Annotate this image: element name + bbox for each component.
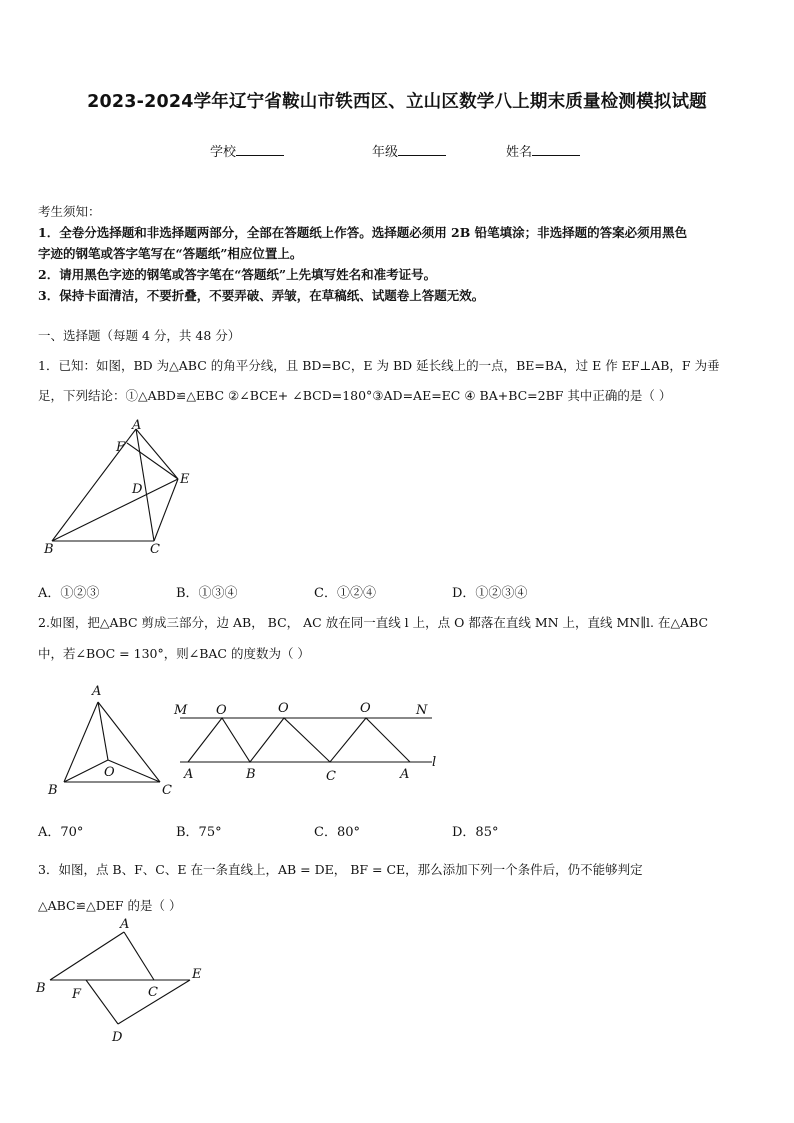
q3-line-1: 3．如图，点 B、F、C、E 在一条直线上，AB = DE， BF = CE，那么添加下列一个条件后，仍不能够判定 bbox=[38, 862, 643, 877]
q1-label-D: D bbox=[132, 482, 143, 497]
q3-segment-FD bbox=[86, 980, 118, 1024]
q2-label-O-1: O bbox=[216, 703, 227, 718]
q2-tri-label-O: O bbox=[104, 765, 115, 780]
q2-tri-label-B: B bbox=[48, 783, 58, 798]
q2-tri-BO bbox=[64, 760, 108, 782]
q2-option-c[interactable]: C．80° bbox=[314, 825, 360, 840]
q2-label-M: M bbox=[174, 703, 188, 718]
q3-figure bbox=[30, 912, 220, 1047]
q3-line-2: △ABC≌△DEF 的是（ ） bbox=[38, 898, 182, 913]
q1-segment-CE bbox=[154, 479, 178, 541]
q1-label-F: F bbox=[116, 440, 126, 455]
notes-block bbox=[38, 201, 758, 306]
q1-label-C: C bbox=[150, 542, 160, 557]
q2-strip-figure bbox=[170, 692, 450, 792]
q2-label-l: l bbox=[432, 755, 437, 770]
q1-figure bbox=[40, 415, 210, 560]
q3-label-F: F bbox=[72, 987, 82, 1002]
q2-label-B-1: B bbox=[246, 767, 256, 782]
q2-triangle-figure bbox=[40, 680, 190, 800]
q3-label-B: B bbox=[36, 981, 46, 996]
q1-label-A: A bbox=[132, 418, 142, 433]
q2-line-2: 中，若∠BOC = 130°，则∠BAC 的度数为（ ） bbox=[38, 646, 310, 661]
q2-label-N: N bbox=[416, 703, 428, 718]
q3-segment-AC bbox=[124, 932, 154, 980]
q2-tri-CO bbox=[108, 760, 160, 782]
notes-item-1-line-2: 字迹的钢笔或答字笔写在“答题纸”相应位置上。 bbox=[38, 246, 303, 261]
notes-item-3: 3．保持卡面清洁，不要折叠，不要弄破、弄皱，在草稿纸、试题卷上答题无效。 bbox=[38, 288, 485, 303]
q2-tri-label-C: C bbox=[162, 783, 172, 798]
q2-option-d[interactable]: D．85° bbox=[452, 825, 499, 840]
name-field bbox=[506, 141, 580, 160]
q1-segment-BE bbox=[52, 479, 178, 541]
page-title: 2023-2024学年辽宁省鞍山市铁西区、立山区数学八上期末质量检测模拟试题 bbox=[87, 92, 707, 112]
q2-label-O-2: O bbox=[278, 701, 289, 716]
q3-label-C: C bbox=[148, 985, 158, 1000]
q2-line-1: 2.如图，把△ABC 剪成三部分，边 AB， BC， AC 放在同一直线 l 上，点 O 都落在直线 MN 上，直线 MN∥l. 在△ABC bbox=[38, 615, 709, 630]
school-blank bbox=[236, 143, 284, 156]
school-label: 学校 bbox=[210, 145, 237, 160]
q2-label-A-1: A bbox=[184, 767, 194, 782]
grade-blank bbox=[398, 143, 446, 156]
school-field bbox=[210, 141, 284, 160]
q2-zigzag bbox=[188, 718, 410, 762]
q2-option-a[interactable]: A．70° bbox=[38, 825, 84, 840]
notes-item-2: 2．请用黑色字迹的钢笔或答字笔在“答题纸”上先填写姓名和准考证号。 bbox=[38, 267, 437, 282]
notes-item-1-line-1: 1．全卷分选择题和非选择题两部分，全部在答题纸上作答。选择题必须用 2B 铅笔填涂；非选择题的答案必须用黑色 bbox=[38, 225, 688, 240]
q3-label-D: D bbox=[112, 1030, 123, 1045]
q1-option-d[interactable]: D．①②③④ bbox=[452, 586, 528, 601]
q1-option-b[interactable]: B．①③④ bbox=[176, 586, 238, 601]
q2-label-O-3: O bbox=[360, 701, 371, 716]
q1-line-1: 1．已知：如图，BD 为△ABC 的角平分线，且 BD=BC，E 为 BD 延长线上的一点，BE=BA，过 E 作 EF⊥AB，F 为垂 bbox=[38, 358, 720, 373]
q2-tri-AO bbox=[98, 702, 108, 760]
q1-line-2: 足，下列结论：①△ABD≌△EBC ②∠BCE+ ∠BCD=180°③AD=AE=EC ④ BA+BC=2BF 其中正确的是（ ） bbox=[38, 388, 672, 403]
name-label: 姓名 bbox=[506, 145, 533, 160]
q2-tri-label-A: A bbox=[92, 684, 102, 699]
q2-label-C-1: C bbox=[326, 769, 336, 784]
question-1 bbox=[38, 351, 768, 411]
grade-label: 年级 bbox=[372, 145, 399, 160]
notes-heading: 考生须知： bbox=[38, 204, 101, 219]
q3-label-E: E bbox=[192, 967, 202, 982]
q1-label-B: B bbox=[44, 542, 54, 557]
q1-option-a[interactable]: A．①②③ bbox=[38, 586, 100, 601]
grade-field bbox=[372, 141, 446, 160]
q3-label-A: A bbox=[120, 917, 130, 932]
q2-label-A-2: A bbox=[400, 767, 410, 782]
name-blank bbox=[532, 143, 580, 156]
q2-option-b[interactable]: B．75° bbox=[176, 825, 222, 840]
q3-segment-AB bbox=[50, 932, 124, 980]
q1-label-E: E bbox=[180, 472, 190, 487]
q1-option-c[interactable]: C．①②④ bbox=[314, 586, 376, 601]
section-1-heading: 一、选择题（每题 4 分，共 48 分） bbox=[38, 328, 241, 343]
q2-tri-AB bbox=[64, 702, 98, 782]
question-2 bbox=[38, 607, 768, 669]
